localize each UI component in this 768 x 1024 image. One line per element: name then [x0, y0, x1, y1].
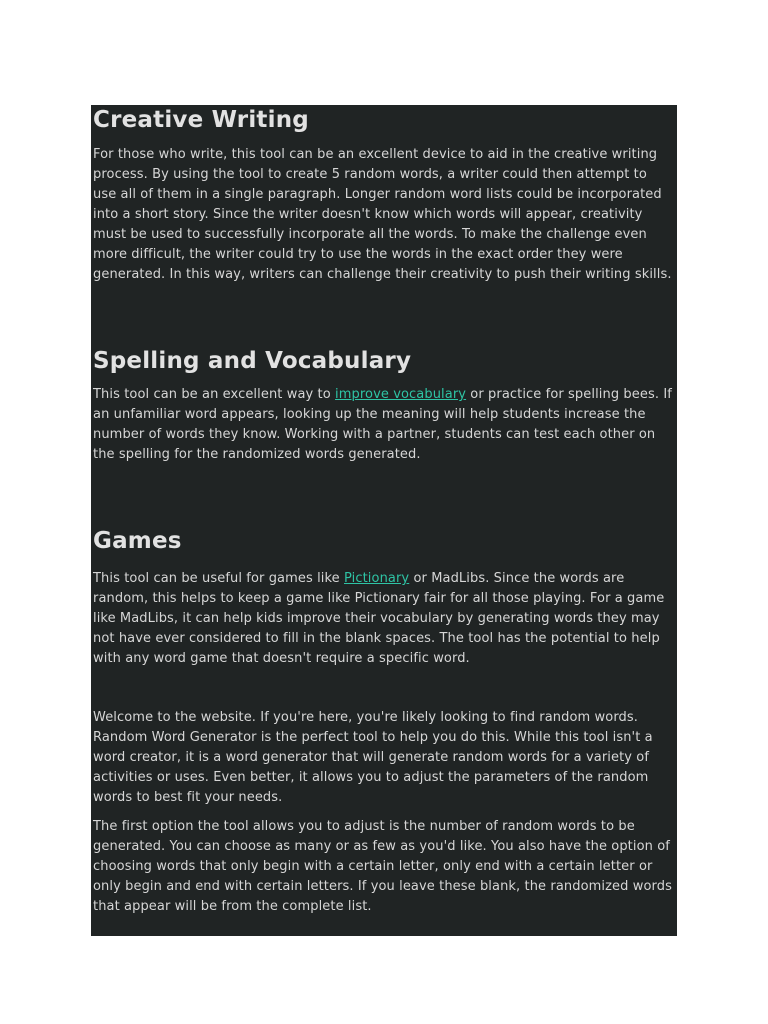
pictionary-link[interactable]: Pictionary [344, 571, 410, 586]
paragraph-text: This tool can be useful for games like [93, 571, 344, 586]
article-panel [91, 105, 677, 936]
paragraph-games [93, 569, 674, 669]
paragraph-text: or practice for spelling bees. If an unfamiliar word appears, looking up the meaning will help students increase the number of words they know. Working with a partner, students can test each other on the spelling for the randomized words generated. [93, 387, 672, 462]
section-heading-games: Games [93, 528, 182, 554]
paragraph-first-option: The first option the tool allows you to adjust is the number of random words to be generated. You can choose as many or as few as you'd like. You also have the option of choosing words that only begin with a certain letter, only end with a certain letter or only begin and end with certain letters. If you leave these blank, the randomized words that appear will be from the complete list. [93, 819, 672, 914]
improve-vocabulary-link[interactable]: improve vocabulary [335, 387, 467, 402]
section-heading-spelling-vocabulary: Spelling and Vocabulary [93, 348, 412, 374]
paragraph-creative-writing: For those who write, this tool can be an excellent device to aid in the creative writing process. By using the tool to create 5 random words, a writer could then attempt to use all of them in a single paragraph. Longer random word lists could be incorporated into a short story. Since the writer doesn't know which words will appear, creativity must be used to successfully incorporate all the words. To make the challenge even more difficult, the writer could try to use the words in the exact order they were generated. In this way, writers can challenge their creativity to push their writing skills. [93, 147, 672, 282]
paragraph-text: This tool can be an excellent way to [93, 387, 336, 402]
article-content [91, 106, 677, 917]
paragraph-text: or MadLibs. Since the words are random, this helps to keep a game like Pictionary fair for all those playing. For a game like MadLibs, it can help kids improve their vocabulary by generating words they may not have ever considered to fill in the blank spaces. The tool has the potential to help with any word game that doesn't require a specific word. [93, 571, 665, 666]
paragraph-welcome: Welcome to the website. If you're here, you're likely looking to find random words. Random Word Generator is the perfect tool to help you do this. While this tool isn't a word creator, it is a word generator that will generate random words for a variety of activities or uses. Even better, it allows you to adjust the parameters of the random words to best fit your needs. [93, 710, 653, 805]
section-heading-creative-writing: Creative Writing [93, 107, 309, 133]
paragraph-spelling-vocabulary [93, 385, 674, 465]
